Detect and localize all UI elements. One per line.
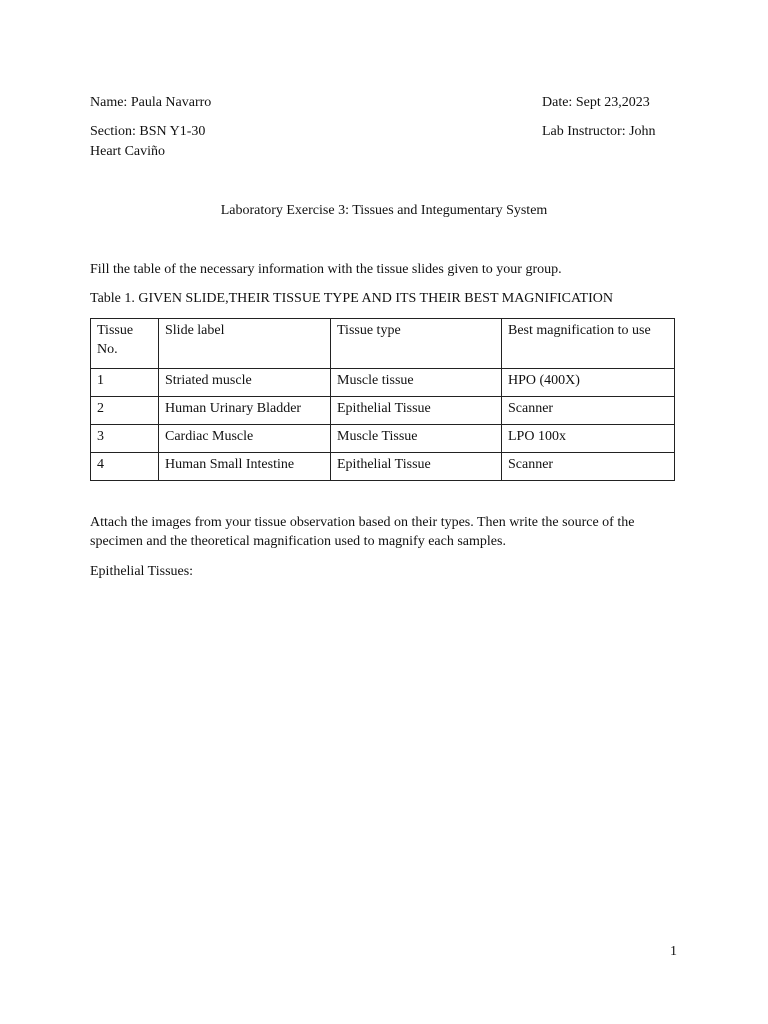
- cell-slide-label: Human Small Intestine: [159, 453, 331, 481]
- column-header-tissue-no: Tissue No.: [91, 319, 159, 369]
- cell-best-magnification: HPO (400X): [502, 369, 675, 397]
- table-row: [91, 425, 675, 453]
- section-label: Section: BSN Y1-30: [90, 124, 206, 139]
- cell-best-magnification: Scanner: [502, 453, 675, 481]
- epithelial-tissues-heading: Epithelial Tissues:: [90, 564, 194, 579]
- instructions-text: Fill the table of the necessary information with the tissue slides given to your group.: [90, 262, 562, 277]
- cell-tissue-type: Epithelial Tissue: [331, 397, 502, 425]
- cell-tissue-no: 2: [91, 397, 159, 425]
- cell-slide-label: Human Urinary Bladder: [159, 397, 331, 425]
- cell-tissue-no: 3: [91, 425, 159, 453]
- lab-instructor-name-continued: Heart Caviño: [90, 144, 166, 159]
- date-label: Date: Sept 23,2023: [542, 95, 650, 110]
- column-header-tissue-type: Tissue type: [331, 319, 502, 369]
- student-name: Name: Paula Navarro: [90, 95, 212, 110]
- table-row: [91, 369, 675, 397]
- table-header-row: [91, 319, 675, 369]
- table-row: [91, 453, 675, 481]
- lab-instructor-label: Lab Instructor: John: [542, 124, 656, 139]
- cell-tissue-type: Muscle tissue: [331, 369, 502, 397]
- cell-tissue-type: Epithelial Tissue: [331, 453, 502, 481]
- cell-tissue-no: 4: [91, 453, 159, 481]
- cell-best-magnification: Scanner: [502, 397, 675, 425]
- cell-slide-label: Cardiac Muscle: [159, 425, 331, 453]
- attach-instructions-text: Attach the images from your tissue observation based on their types. Then write the source of the specimen and the theoretical magnification used to magnify each samples.: [90, 515, 635, 549]
- cell-best-magnification: LPO 100x: [502, 425, 675, 453]
- cell-tissue-no: 1: [91, 369, 159, 397]
- table-caption: Table 1. GIVEN SLIDE,THEIR TISSUE TYPE AND ITS THEIR BEST MAGNIFICATION: [90, 291, 613, 306]
- document-title: Laboratory Exercise 3: Tissues and Integumentary System: [220, 203, 548, 218]
- page-number: 1: [670, 944, 677, 959]
- cell-tissue-type: Muscle Tissue: [331, 425, 502, 453]
- table-row: [91, 397, 675, 425]
- column-header-slide-label: Slide label: [159, 319, 331, 369]
- column-header-best-magnification: Best magnification to use: [502, 319, 675, 369]
- tissue-table: [90, 318, 675, 481]
- cell-slide-label: Striated muscle: [159, 369, 331, 397]
